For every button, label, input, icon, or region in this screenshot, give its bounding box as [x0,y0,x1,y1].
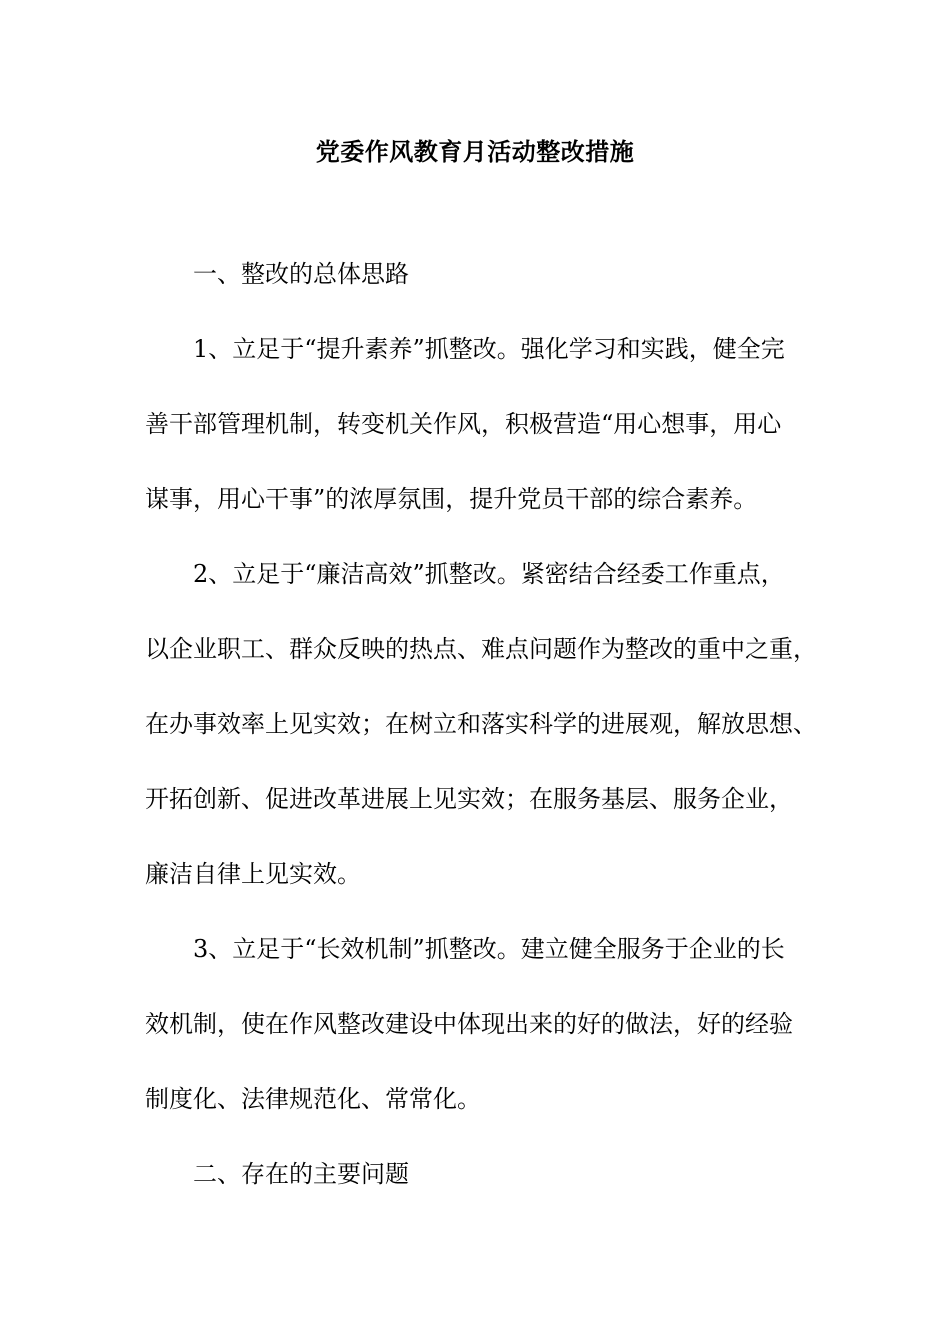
paragraph-line: 以企业职工、群众反映的热点、难点问题作为整改的重中之重， [145,635,817,663]
paragraph-line: 在办事效率上见实效；在树立和落实科学的进展观，解放思想、 [145,710,817,738]
section-heading: 一、整改的总体思路 [193,260,409,288]
document-title: 党委作风教育月活动整改措施 [315,137,635,166]
paragraph-line: 谋事，用心干事”的浓厚氛围，提升党员干部的综合素养。 [145,485,758,513]
paragraph-line: 效机制，使在作风整改建设中体现出来的好的做法，好的经验 [145,1010,793,1038]
paragraph-line: 2、立足于“廉洁高效”抓整改。紧密结合经委工作重点， [193,560,785,588]
paragraph-line: 3、立足于“长效机制”抓整改。建立健全服务于企业的长 [193,935,785,963]
paragraph-line: 1、立足于“提升素养”抓整改。强化学习和实践，健全完 [193,335,785,363]
paragraph-line: 制度化、法律规范化、常常化。 [145,1085,481,1113]
section-heading: 二、存在的主要问题 [193,1160,409,1188]
paragraph-line: 善干部管理机制，转变机关作风，积极营造“用心想事，用心 [145,410,782,438]
paragraph-line: 开拓创新、促进改革进展上见实效；在服务基层、服务企业， [145,785,793,813]
paragraph-line: 廉洁自律上见实效。 [145,860,361,888]
